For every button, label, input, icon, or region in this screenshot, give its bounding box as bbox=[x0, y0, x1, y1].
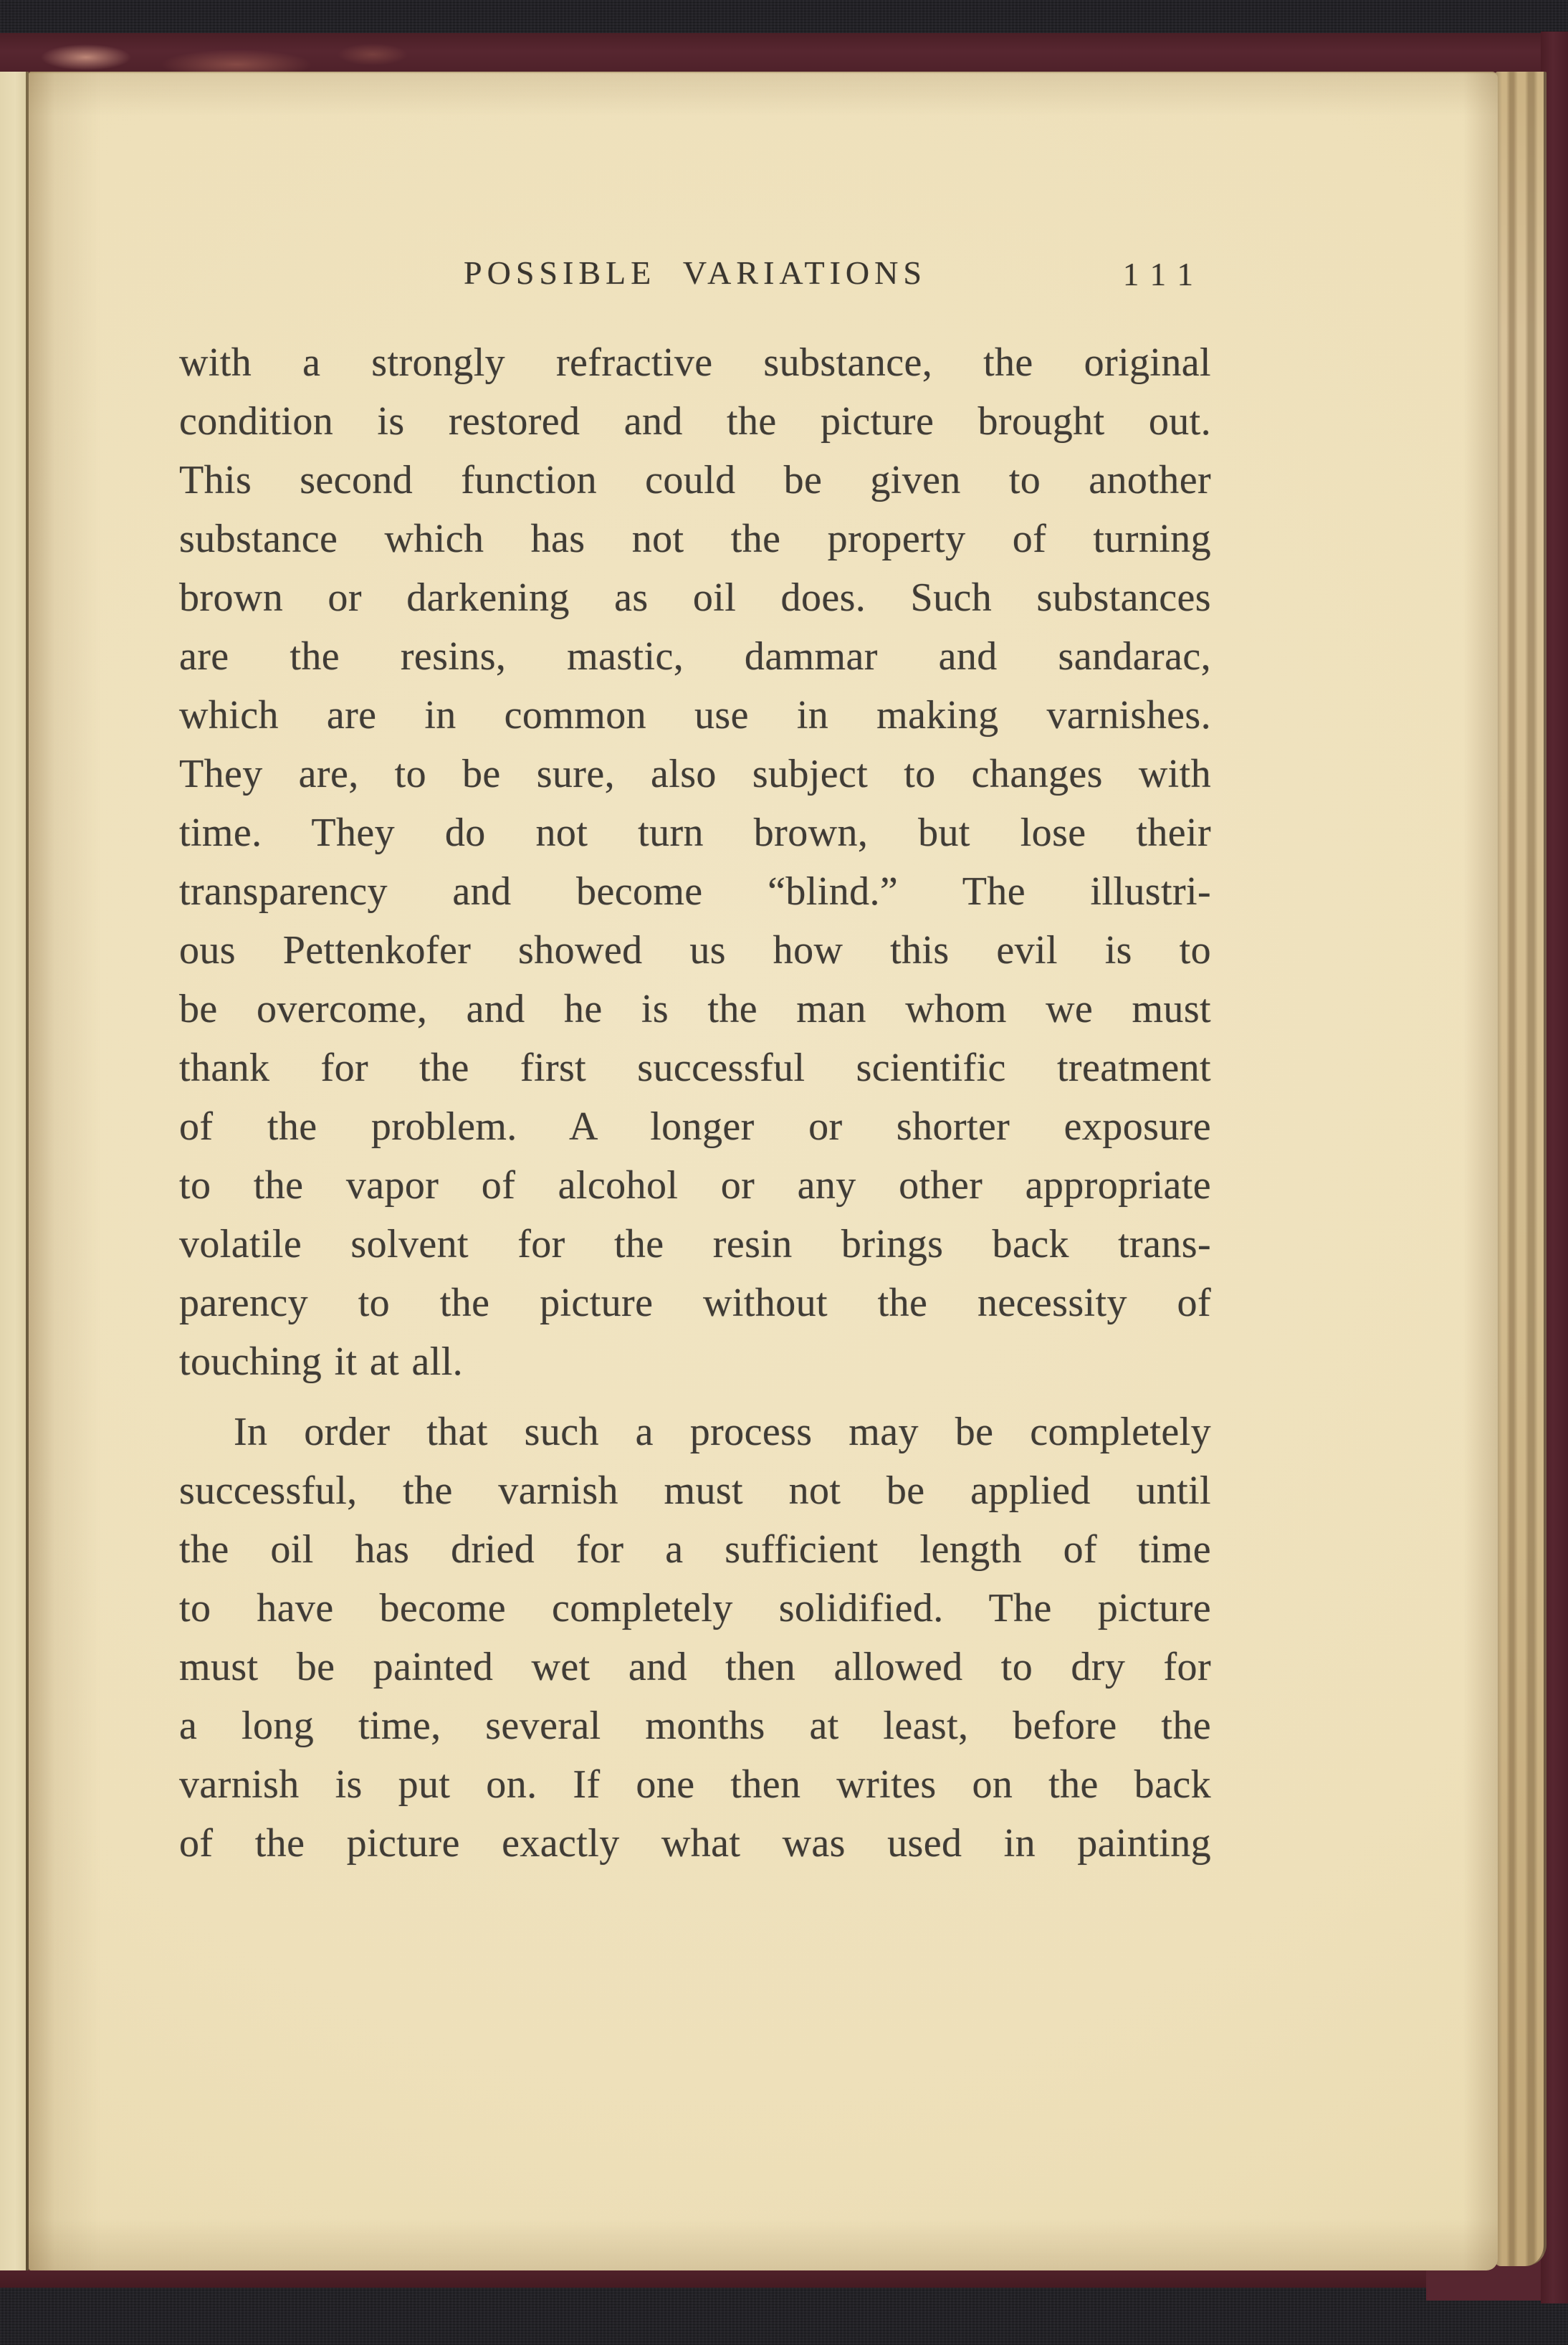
text-line: to the vapor of alcohol or any other appropriate bbox=[179, 1163, 1211, 1208]
page-edge-left bbox=[0, 72, 26, 2270]
page-text bbox=[179, 333, 1211, 1873]
text-line: They are, to be sure, also subject to changes with bbox=[179, 752, 1211, 796]
text-line: with a strongly refractive substance, the original bbox=[179, 340, 1211, 385]
book-page bbox=[29, 72, 1498, 2270]
text-line: volatile solvent for the resin brings back trans- bbox=[179, 1222, 1211, 1266]
text-line: condition is restored and the picture brought out. bbox=[179, 399, 1211, 444]
text-line: touching it at all. bbox=[179, 1339, 464, 1384]
text-line: ous Pettenkofer showed us how this evil is to bbox=[179, 928, 1211, 973]
text-line: In order that such a process may be completely bbox=[234, 1410, 1211, 1454]
page-edges-right-stack bbox=[1495, 72, 1547, 2266]
paragraph bbox=[179, 333, 1211, 1391]
page-number: 111 bbox=[1122, 257, 1205, 292]
text-line: a long time, several months at least, before the bbox=[179, 1704, 1211, 1748]
running-header bbox=[179, 249, 1211, 297]
text-line: are the resins, mastic, dammar and sandarac, bbox=[179, 634, 1211, 679]
header-title: POSSIBLE VARIATIONS bbox=[464, 254, 927, 291]
text-line: transparency and become “blind.” The illustri- bbox=[179, 869, 1211, 914]
text-line: must be painted wet and then allowed to dry for bbox=[179, 1645, 1211, 1689]
text-line: brown or darkening as oil does. Such substances bbox=[179, 575, 1211, 620]
text-line: of the picture exactly what was used in painting bbox=[179, 1821, 1211, 1866]
text-line: successful, the varnish must not be applied until bbox=[179, 1468, 1211, 1513]
text-line: varnish is put on. If one then writes on the back bbox=[179, 1762, 1211, 1807]
text-line: parency to the picture without the necessity of bbox=[179, 1281, 1211, 1325]
text-line: the oil has dried for a sufficient length of time bbox=[179, 1527, 1211, 1572]
text-line: to have become completely solidified. The picture bbox=[179, 1586, 1211, 1630]
text-line: of the problem. A longer or shorter exposure bbox=[179, 1104, 1211, 1149]
text-line: substance which has not the property of turning bbox=[179, 517, 1211, 561]
text-line: time. They do not turn brown, but lose their bbox=[179, 811, 1211, 855]
text-line: This second function could be given to another bbox=[179, 458, 1211, 502]
text-line: which are in common use in making varnishes. bbox=[179, 693, 1211, 737]
text-line: thank for the first successful scientific treatment bbox=[179, 1046, 1211, 1090]
paragraph bbox=[179, 1403, 1211, 1873]
text-line: be overcome, and he is the man whom we must bbox=[179, 987, 1211, 1031]
